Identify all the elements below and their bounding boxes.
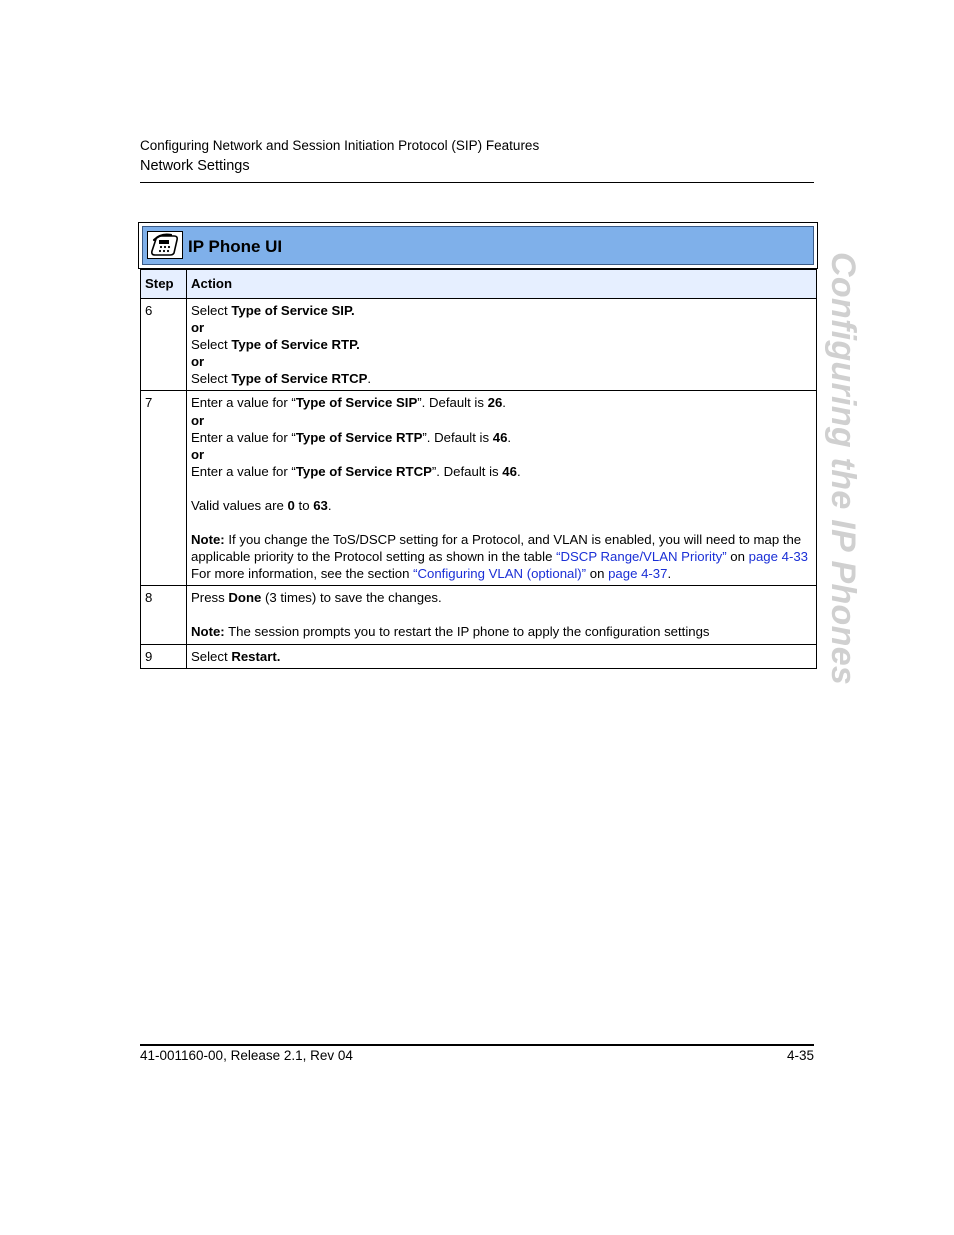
step-number: 8 [141, 586, 187, 644]
or-label: or [191, 446, 205, 462]
table-header-row [141, 270, 817, 299]
header-divider [140, 182, 814, 183]
default-value: 46 [502, 463, 517, 479]
table-row [141, 586, 817, 644]
table-row [141, 644, 817, 668]
option-sip: Type of Service SIP. [231, 303, 355, 318]
banner-title: IP Phone UI [188, 237, 283, 256]
column-header-action: Action [187, 270, 817, 299]
table-row [141, 391, 817, 586]
running-header [140, 137, 814, 175]
done-key: Done [228, 590, 262, 606]
option-rtp: Type of Service RTP. [231, 337, 360, 353]
side-tab-label: Configuring the IP Phones [824, 252, 862, 686]
procedure-banner [138, 222, 818, 269]
default-value: 46 [492, 429, 508, 445]
page-number: 4-35 [786, 1048, 814, 1063]
step-action: Press Done (3 times) to save the changes. Note: The session prompts you to restart the IP phone to apply the configuration settings [187, 586, 817, 644]
column-header-step: Step [141, 270, 187, 299]
or-label: or [191, 320, 205, 336]
footer-divider [140, 1044, 814, 1046]
step-action: Select Restart. [187, 644, 817, 668]
or-label: or [191, 354, 205, 370]
link-dscp-vlan-table[interactable]: “DSCP Range/VLAN Priority” [556, 549, 727, 565]
note-label: Note: [191, 532, 225, 548]
option-rtcp: Type of Service RTCP [231, 371, 368, 387]
phone-icon [147, 231, 183, 259]
step-action: Select Type of Service SIP. or Select Type of Service RTP. or Select Type of Service RTCP. [187, 299, 817, 391]
procedure-table [140, 269, 817, 669]
note-label: Note: [191, 624, 225, 640]
default-value: 26 [487, 395, 503, 411]
chapter-title: Configuring Network and Session Initiation Protocol (SIP) Features [140, 138, 540, 153]
table-row [141, 299, 817, 391]
or-label: or [191, 412, 205, 428]
valid-range: Valid values are 0 to 63. [191, 497, 332, 513]
side-tab [826, 252, 860, 722]
link-configuring-vlan[interactable]: “Configuring VLAN (optional)” [413, 566, 587, 582]
section-title: Network Settings [140, 158, 250, 174]
restart-option: Restart. [231, 648, 281, 664]
step-number: 7 [141, 391, 187, 586]
step-number: 6 [141, 299, 187, 391]
link-page-4-33[interactable]: page 4-33 [748, 549, 809, 565]
step-action: Enter a value for “Type of Service SIP”. Default is 26. or Enter a value for “Type of Service RTP”. Default is 46. or Enter a value for “Type of Service RTCP”. Default is 46. Valid values are 0 to 63. Note: If you change the ToS/DSCP setting for a Protocol, and VLAN is enabled, you will need to map the applicable priority to the Protocol setting as shown in the table “DSCP Range/VLAN Priority” on page 4-33 For more information, see the section “Configuring VLAN (optional)” on page 4-37. [187, 391, 817, 586]
step-number: 9 [141, 644, 187, 668]
link-page-4-37[interactable]: page 4-37 [608, 566, 668, 582]
document-id: 41-001160-00, Release 2.1, Rev 04 [140, 1048, 353, 1063]
note: Note: The session prompts you to restart the IP phone to apply the configuration settings [191, 624, 710, 640]
banner-bar [142, 226, 814, 265]
note: Note: If you change the ToS/DSCP setting for a Protocol, and VLAN is enabled, you will need to map the applicable priority to the Protocol setting as shown in the table “DSCP Range/VLAN Priority” on page 4-33 For more information, see the section “Configuring VLAN (optional)” on page 4-37. [191, 532, 809, 582]
